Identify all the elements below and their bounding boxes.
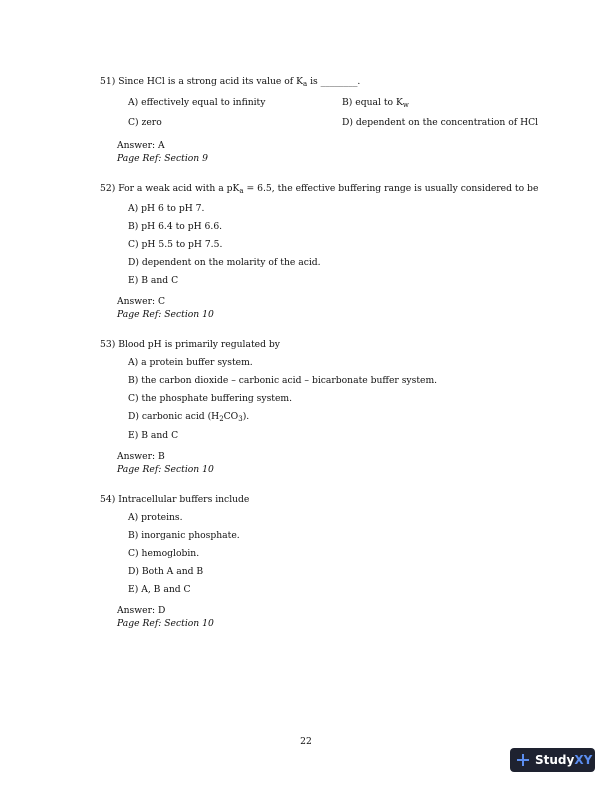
q51-option-a: A) effectively equal to infinity [128, 97, 266, 108]
q53-option-d: D) carbonic acid $(H_2CO_3)$. [128, 411, 250, 423]
q54-option-c: C) hemoglobin. [128, 548, 200, 559]
q53-option-e: E) B and C [128, 430, 179, 441]
studyxy-badge[interactable] [510, 748, 595, 772]
q51-page-ref: Page Ref: Section 9 [117, 153, 208, 164]
question-54-stem: 54) Intracellular buffers include [100, 494, 250, 505]
page-number: 22 [300, 736, 312, 747]
q54-page-ref: Page Ref: Section 10 [117, 618, 214, 629]
question-51-stem: 51) Since HCl is a strong acid its value of $K_a$ is ________. [100, 76, 361, 88]
question-52-stem: 52) For a weak acid with a $pK_a = 6.5$, the effective buffering range is usually considered to be [100, 183, 539, 195]
q51-option-b: B) equal to $K_w$ [342, 97, 409, 109]
q52-option-a: A) pH 6 to pH 7. [128, 203, 205, 214]
q53-answer: Answer: B [117, 451, 165, 462]
q51-option-c: C) zero [128, 117, 162, 128]
q53-page-ref: Page Ref: Section 10 [117, 464, 214, 475]
q53-option-a: A) a protein buffer system. [128, 357, 253, 368]
q54-option-e: E) A, B and C [128, 584, 191, 595]
plus-icon [516, 753, 530, 767]
q54-option-a: A) proteins. [128, 512, 183, 523]
q51-answer: Answer: A [117, 140, 165, 151]
q54-option-d: D) Both A and B [128, 566, 204, 577]
q53-option-b: B) the carbon dioxide – carbonic acid – bicarbonate buffer system. [128, 375, 438, 386]
question-53-stem: 53) Blood pH is primarily regulated by [100, 339, 280, 350]
q52-page-ref: Page Ref: Section 10 [117, 309, 214, 320]
brand-main: Study [535, 753, 575, 767]
q54-option-b: B) inorganic phosphate. [128, 530, 240, 541]
brand-accent: XY [574, 753, 593, 767]
q52-option-b: B) pH 6.4 to pH 6.6. [128, 221, 223, 232]
q52-answer: Answer: C [117, 296, 166, 307]
q52-option-d: D) dependent on the molarity of the acid. [128, 257, 321, 268]
q52-option-e: E) B and C [128, 275, 179, 286]
q52-option-c: C) pH 5.5 to pH 7.5. [128, 239, 223, 250]
q51-option-d: D) dependent on the concentration of HCl [342, 117, 539, 128]
q53-option-c: C) the phosphate buffering system. [128, 393, 293, 404]
q54-answer: Answer: D [117, 605, 166, 616]
